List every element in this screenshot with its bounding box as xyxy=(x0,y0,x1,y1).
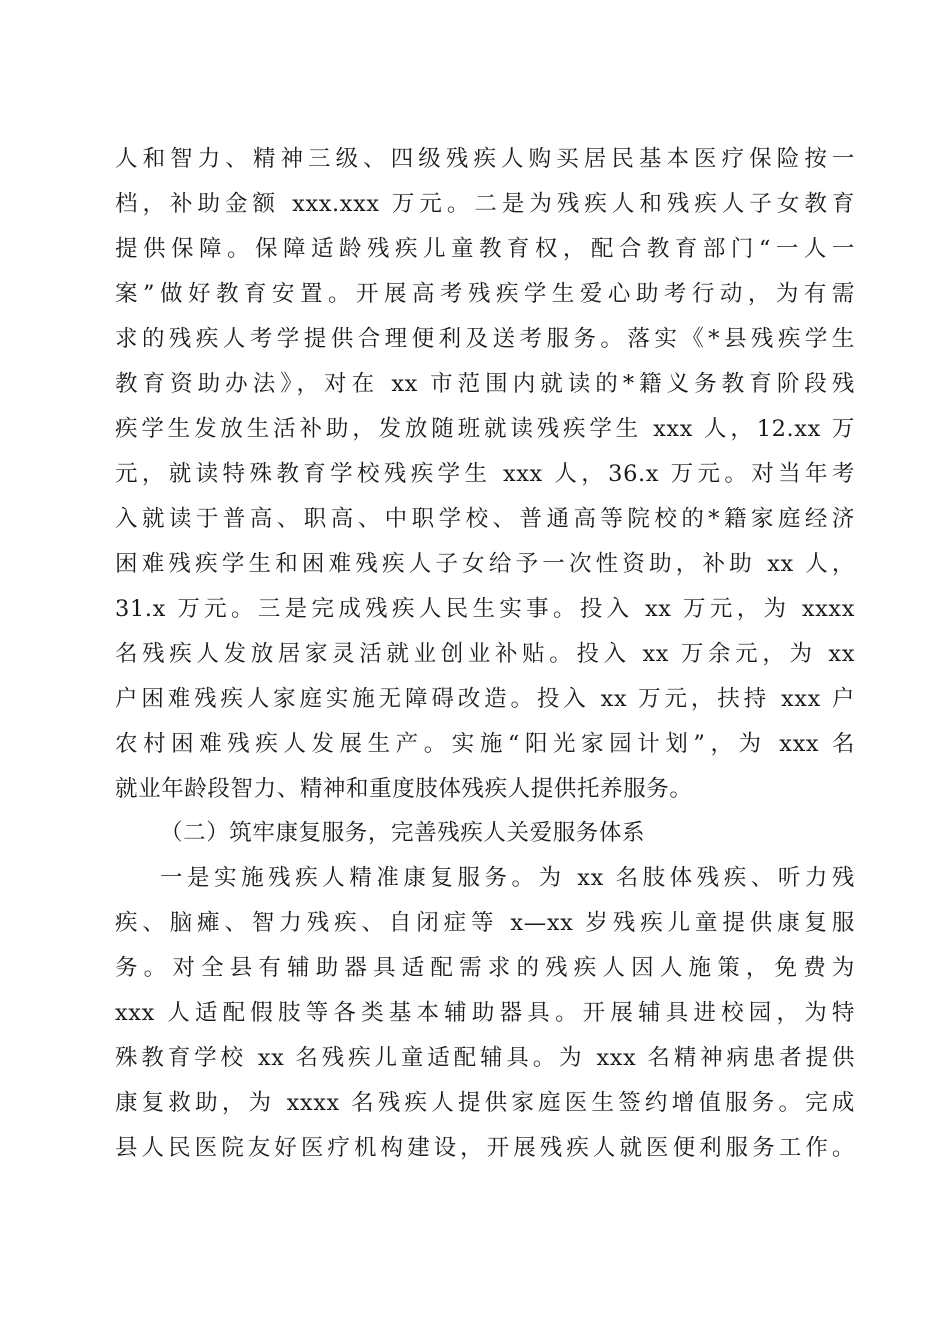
paragraph-line: 入就读于普高、职高、中职学校、普通高等院校的*籍家庭经济 xyxy=(115,506,855,532)
paragraph-line: 务。对全县有辅助器具适配需求的残疾人因人施策，免费为 xyxy=(115,955,855,981)
paragraph-line: 殊教育学校 xx 名残疾儿童适配辅具。为 xxx 名精神病患者提供 xyxy=(115,1045,855,1071)
paragraph-2 xyxy=(115,856,855,1171)
paragraph-line: 农村困难残疾人发展生产。实施“阳光家园计划”，为 xxx 名 xyxy=(115,731,855,757)
paragraph-line: 就业年龄段智力、精神和重度肢体残疾人提供托养服务。 xyxy=(115,776,693,802)
paragraph-line: 困难残疾学生和困难残疾人子女给予一次性资助，补助 xx 人， xyxy=(115,551,855,577)
paragraph-line: 人和智力、精神三级、四级残疾人购买居民基本医疗保险按一 xyxy=(115,146,855,172)
paragraph-line: 疾、脑瘫、智力残疾、自闭症等 x—xx 岁残疾儿童提供康复服 xyxy=(115,910,855,936)
paragraph-line: 疾学生发放生活补助，发放随班就读残疾学生 xxx 人，12.xx 万 xyxy=(115,416,855,442)
paragraph-line: 求的残疾人考学提供合理便利及送考服务。落实《*县残疾学生 xyxy=(115,326,855,352)
paragraph-line: 一是实施残疾人精准康复服务。为 xx 名肢体残疾、听力残 xyxy=(160,865,855,891)
paragraph-line: 元，就读特殊教育学校残疾学生 xxx 人，36.x 万元。对当年考 xyxy=(115,461,855,487)
paragraph-1 xyxy=(115,137,855,812)
paragraph-line: 康复救助，为 xxxx 名残疾人提供家庭医生签约增值服务。完成 xyxy=(115,1090,855,1116)
paragraph-line: 档，补助金额 xxx.xxx 万元。二是为残疾人和残疾人子女教育 xyxy=(115,191,855,217)
paragraph-line: 县人民医院友好医疗机构建设，开展残疾人就医便利服务工作。 xyxy=(115,1135,855,1161)
paragraph-line: 户困难残疾人家庭实施无障碍改造。投入 xx 万元，扶持 xxx 户 xyxy=(115,686,855,712)
paragraph-line: 案”做好教育安置。开展高考残疾学生爱心助考行动，为有需 xyxy=(115,281,855,307)
paragraph-line: xxx 人适配假肢等各类基本辅助器具。开展辅具进校园，为特 xyxy=(115,1000,855,1026)
section-heading: （二）筑牢康复服务，完善残疾人关爱服务体系 xyxy=(160,820,646,846)
paragraph-line: 提供保障。保障适龄残疾儿童教育权，配合教育部门“一人一 xyxy=(115,236,855,262)
paragraph-line: 名残疾人发放居家灵活就业创业补贴。投入 xx 万余元，为 xx xyxy=(115,641,855,667)
paragraph-line: 教育资助办法》，对在 xx 市范围内就读的*籍义务教育阶段残 xyxy=(115,371,855,397)
paragraph-line: 31.x 万元。三是完成残疾人民生实事。投入 xx 万元，为 xxxx xyxy=(115,596,855,622)
section-heading-block xyxy=(115,811,855,856)
